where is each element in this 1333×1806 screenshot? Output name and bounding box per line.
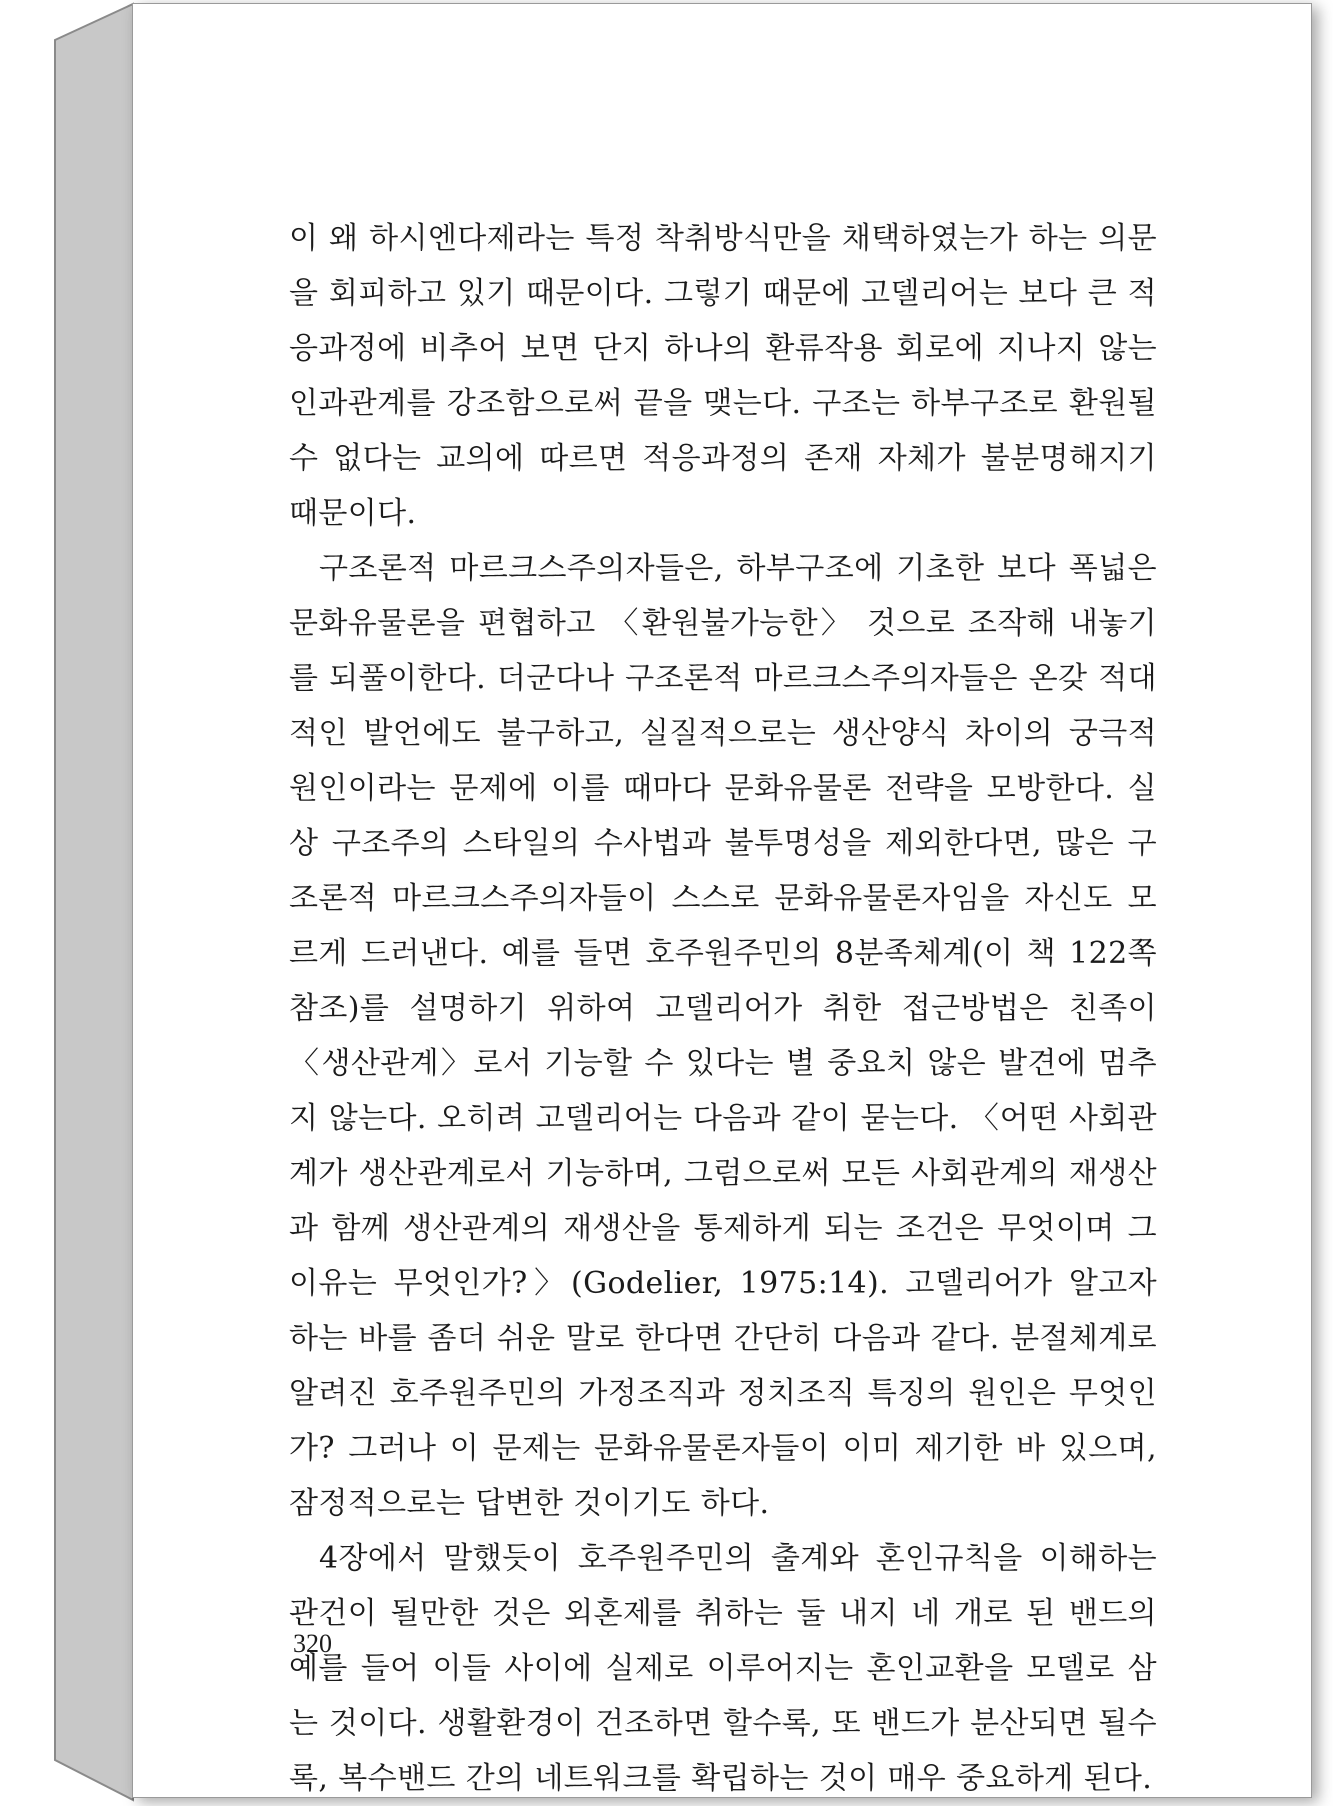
paragraph-1: 이 왜 하시엔다제라는 특정 착취방식만을 채택하였는가 하는 의문을 회피하고 있기 때문이다. 그렇기 때문에 고델리어는 보다 큰 적응과정에 비추어 보면 단지 하나의 환류작용 회로에 지나지 않는 인과관계를 강조함으로써 끝을 맺는다. 구조는 하부구조로 환원될 수 없다는 교의에 따르면 적응과정의 존재 자체가 불분명해지기 때문이다.	[289, 221, 1157, 531]
paragraph-2: 구조론적 마르크스주의자들은, 하부구조에 기초한 보다 폭넓은 문화유물론을 편협하고 〈환원불가능한〉 것으로 조작해 내놓기를 되풀이한다. 더군다나 구조론적 마르크스주의자들은 온갖 적대적인 발언에도 불구하고, 실질적으로는 생산양식 차이의 궁극적 원인이라는 문제에 이를 때마다 문화유물론 전략을 모방한다. 실상 구조주의 스타일의 수사법과 불투명성을 제외한다면, 많은 구조론적 마르크스주의자들이 스스로 문화유물론자임을 자신도 모르게 드러낸다. 예를 들면 호주원주민의 8분족체계(이 책 122쪽 참조)를 설명하기 위하여 고델리어가 취한 접근방법은 친족이 〈생산관계〉로서 기능할 수 있다는 별 중요치 않은 발견에 멈추지 않는다. 오히려 고델리어는 다음과 같이 묻는다. 〈어떤 사회관계가 생산관계로서 기능하며, 그럼으로써 모든 사회관계의 재생산과 함께 생산관계의 재생산을 통제하게 되는 조건은 무엇이며 그 이유는 무엇인가?〉(Godelier, 1975:14). 고델리어가 알고자 하는 바를 좀더 쉬운 말로 한다면 간단히 다음과 같다. 분절체계로 알려진 호주원주민의 가정조직과 정치조직 특징의 원인은 무엇인가? 그러나 이 문제는 문화유물론자들이 이미 제기한 바 있으며, 잠정적으로는 답변한 것이기도 하다.	[289, 551, 1157, 1521]
body-text	[289, 211, 1157, 1806]
paragraph-3: 4장에서 말했듯이 호주원주민의 출계와 혼인규칙을 이해하는 관건이 될만한 것은 외혼제를 취하는 둘 내지 네 개로 된 밴드의 예를 들어 이들 사이에 실제로 이루어지는 혼인교환을 모델로 삼는 것이다. 생활환경이 건조하면 할수록, 또 밴드가 분산되면 될수록, 복수밴드 간의 네트워크를 확립하는 것이 매우 중요하게 된다.	[289, 1541, 1157, 1796]
page-number: 320	[293, 1629, 332, 1658]
book-spine-side	[55, 4, 133, 1800]
document-page	[132, 3, 1312, 1798]
